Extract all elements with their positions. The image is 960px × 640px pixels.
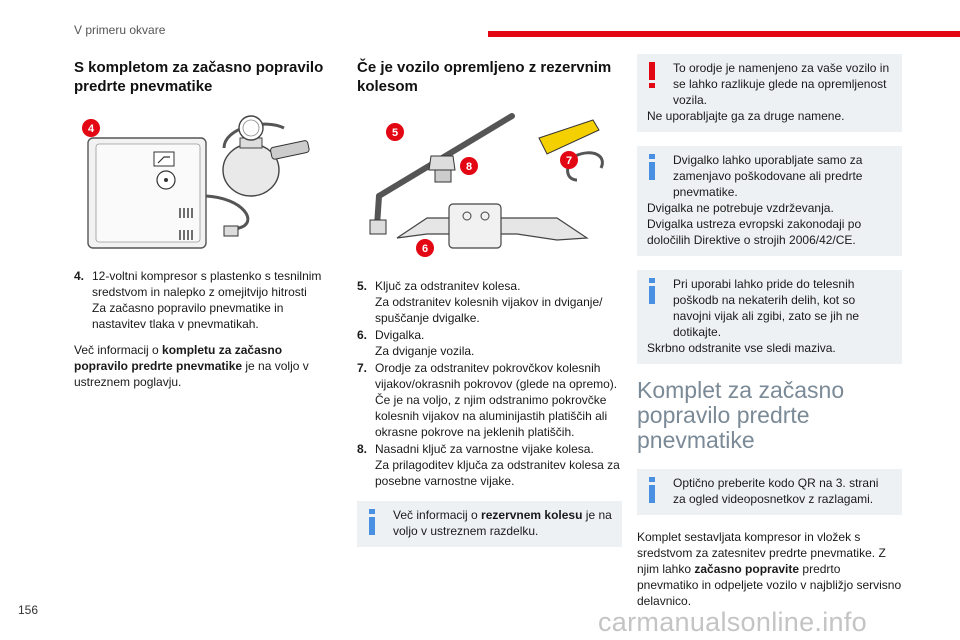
header-accent-bar bbox=[488, 31, 960, 37]
section-header: V primeru okvare bbox=[74, 23, 166, 37]
watermark: carmanualsonline.info bbox=[598, 607, 867, 637]
list-item: 5. Ključ za odstranitev kolesa. Za odstranitev kolesnih vijakov in dviganje/ spuščanje dvigalke. bbox=[357, 279, 603, 325]
list-item: 7. Orodje za odstranitev pokrovčkov kolesnih vijakov/okrasnih pokrovov (glede na opremo). Če je na voljo, z njim odstranimo pokrovčke kolesnih vijakov na aluminijastih platiščih ali okrasne pokrove na jeklenih platiščih. bbox=[357, 361, 618, 439]
info-icon bbox=[647, 154, 657, 180]
compressor-more-info: Več informacij o kompletu za začasno popravilo predrte pnevmatike je na voljo v ustreznem poglavju. bbox=[74, 343, 309, 389]
list-item: 6. Dvigalka. Za dviganje vozila. bbox=[357, 328, 475, 358]
compressor-list bbox=[74, 268, 324, 332]
compressor-heading: S kompletom za začasno popravilo predrte pnevmatike bbox=[74, 59, 324, 95]
warning-note: To orodje je namenjeno za vaše vozilo in se lahko razlikuje glede na opremljenost vozila. Ne uporabljajte ga za druge namene. bbox=[637, 54, 902, 132]
info-icon bbox=[647, 477, 657, 503]
page-number: 156 bbox=[18, 603, 39, 617]
svg-text:8: 8 bbox=[465, 161, 473, 173]
info-icon bbox=[367, 509, 377, 535]
list-item: 8. Nasadni ključ za varnostne vijake kolesa. Za prilagoditev ključa za odstranitev kolesa za posebne varnostne vijake. bbox=[357, 442, 620, 488]
kit-description: Komplet sestavljata kompresor in vložek s sredstvom za zatesnitev predrte pnevmatike. Z njim lahko začasno popravite predrto pnevmatiko in odpeljete vozilo v najbližjo servisno delavnico. bbox=[637, 530, 902, 608]
svg-text:6: 6 bbox=[421, 243, 429, 255]
svg-text:7: 7 bbox=[565, 155, 573, 167]
warning-icon bbox=[647, 62, 657, 88]
svg-text:4: 4 bbox=[87, 123, 95, 135]
list-item: 4. 12-voltni kompresor s plastenko s tesnilnim sredstvom in nalepko z omejitvijo hitrosti Za začasno popravilo pnevmatike in nastavitev tlaka v pnevmatikah. bbox=[74, 269, 322, 331]
column-1 bbox=[74, 58, 324, 400]
injury-info-note: Pri uporabi lahko pride do telesnih poškodb na nekaterih delih, kot so navojni vijak ali zgibi, zato se jih ne dotikajte. Skrbno odstranite vse sledi maziva. bbox=[637, 270, 902, 364]
jack-info-note: Dvigalko lahko uporabljate samo za zamenjavo poškodovane ali predrte pnevmatike. Dvigalka ne potrebuje vzdrževanja. Dvigalka ustreza evropski zakonodaji po določilih Direktive o strojih 2006/42/CE. bbox=[637, 146, 902, 256]
spare-wheel-heading: Če je vozilo opremljeno z rezervnim kolesom bbox=[357, 59, 612, 95]
section-title: Komplet za začasno popravilo predrte pnevmatike bbox=[637, 377, 845, 453]
spare-wheel-note: Več informacij o rezervnem kolesu je na voljo v ustreznem razdelku. bbox=[357, 501, 622, 547]
tools-list bbox=[357, 278, 622, 489]
tools-illustration bbox=[357, 108, 622, 268]
column-2 bbox=[357, 58, 622, 561]
svg-text:5: 5 bbox=[391, 127, 399, 139]
qr-info-note: Optično preberite kodo QR na 3. strani za ogled videoposnetkov z razlagami. bbox=[637, 469, 902, 515]
info-icon bbox=[647, 278, 657, 304]
column-3 bbox=[637, 54, 902, 619]
compressor-illustration bbox=[74, 108, 314, 258]
